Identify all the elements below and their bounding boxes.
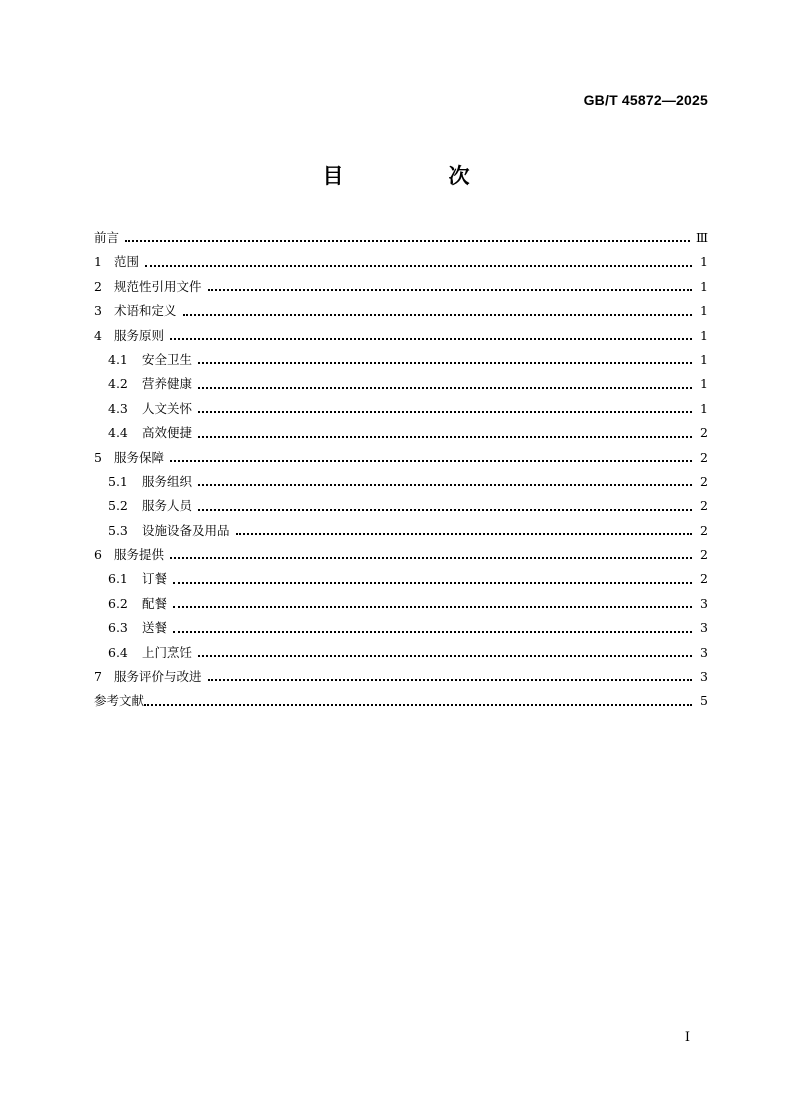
toc-entry-number: 5.2: [108, 498, 128, 514]
toc-entry[interactable]: [94, 299, 708, 323]
toc-leader-dots: [208, 289, 692, 291]
toc-leader-dots: [144, 704, 692, 706]
toc-entry-label: 上门烹饪: [142, 644, 193, 660]
toc-entry-label: 人文关怀: [142, 400, 193, 416]
toc-leader-dots: [236, 533, 692, 535]
toc-entry-label: 服务人员: [142, 498, 193, 514]
page-number: I: [684, 1030, 690, 1045]
toc-entry[interactable]: [94, 470, 708, 494]
toc-entry-label: 订餐: [142, 571, 168, 587]
toc-entry[interactable]: [94, 543, 708, 567]
toc-entry-page: 2: [700, 449, 708, 465]
toc-entry-number: 5.1: [108, 473, 128, 489]
toc-entry-label: 设施设备及用品: [142, 522, 230, 538]
toc-entry-label: 服务原则: [114, 327, 165, 343]
toc-leader-dots: [170, 557, 692, 559]
toc-entry[interactable]: [94, 397, 708, 421]
toc-entry-label: 前言: [94, 229, 120, 245]
toc-entry-page: 3: [700, 620, 708, 636]
toc-entry-page: 2: [700, 571, 708, 587]
toc-entry-number: 6.4: [108, 644, 128, 660]
toc-entry-label: 服务组织: [142, 473, 193, 489]
toc-entry[interactable]: [94, 519, 708, 543]
toc-entry-label: 术语和定义: [114, 303, 177, 319]
toc-entry-page: 1: [700, 400, 708, 416]
toc-entry-page: Ⅲ: [695, 229, 708, 245]
toc-leader-dots: [170, 338, 692, 340]
toc-entry-number: 5: [94, 449, 102, 465]
toc-entry-number: 3: [94, 303, 102, 319]
toc-entry-page: 2: [700, 522, 708, 538]
toc-leader-dots: [170, 460, 692, 462]
toc-entry-label: 配餐: [142, 595, 168, 611]
toc-entry[interactable]: [94, 616, 708, 640]
toc-entry-label: 安全卫生: [142, 351, 193, 367]
toc-leader-dots: [208, 679, 692, 681]
toc-entry-label: 服务评价与改进: [114, 669, 202, 685]
toc-entry-number: 6: [94, 547, 102, 563]
toc-entry-page: 1: [700, 254, 708, 270]
toc-entry[interactable]: [94, 421, 708, 445]
toc-entry-number: 7: [94, 669, 102, 685]
toc-entry-label: 参考文献: [94, 693, 145, 709]
toc-leader-dots: [198, 362, 692, 364]
toc-entry-label: 高效便捷: [142, 425, 193, 441]
toc-leader-dots: [173, 631, 692, 633]
toc-leader-dots: [183, 314, 692, 316]
toc-entry[interactable]: [94, 567, 708, 591]
toc-entry-page: 1: [700, 303, 708, 319]
toc-leader-dots: [173, 582, 692, 584]
toc-entry-label: 送餐: [142, 620, 168, 636]
toc-entry-page: 1: [700, 327, 708, 343]
toc-entry-number: 4.4: [108, 425, 128, 441]
toc-entry-page: 2: [700, 425, 708, 441]
toc-entry[interactable]: [94, 592, 708, 616]
toc-entry-number: 1: [94, 254, 102, 270]
toc-entry[interactable]: [94, 372, 708, 396]
toc-entry-page: 3: [700, 595, 708, 611]
toc-entry-page: 3: [700, 644, 708, 660]
toc-entry-number: 6.3: [108, 620, 128, 636]
toc-entry-label: 服务提供: [114, 547, 165, 563]
toc-entry-page: 2: [700, 498, 708, 514]
toc-leader-dots: [198, 484, 692, 486]
toc-leader-dots: [198, 411, 692, 413]
toc-leader-dots: [198, 387, 692, 389]
toc-leader-dots: [125, 240, 690, 242]
toc-entry-page: 2: [700, 547, 708, 563]
toc-entry-label: 范围: [114, 254, 140, 270]
toc-entry-number: 6.1: [108, 571, 128, 587]
toc-entry-number: 6.2: [108, 595, 128, 611]
toc-entry-page: 3: [700, 669, 708, 685]
page-title: 目 次: [322, 164, 512, 188]
toc-entry-number: 4.3: [108, 400, 128, 416]
toc-entry[interactable]: [94, 348, 708, 372]
toc-entry-number: 2: [94, 278, 102, 294]
toc-entry[interactable]: [94, 689, 708, 713]
standard-code: GB/T 45872—2025: [583, 92, 708, 108]
toc-entry[interactable]: [94, 665, 708, 689]
toc-leader-dots: [173, 606, 692, 608]
table-of-contents: [94, 226, 708, 714]
toc-entry-number: 5.3: [108, 522, 128, 538]
toc-entry[interactable]: [94, 324, 708, 348]
toc-entry[interactable]: [94, 641, 708, 665]
toc-entry[interactable]: [94, 446, 708, 470]
toc-entry[interactable]: [94, 494, 708, 518]
toc-entry[interactable]: [94, 275, 708, 299]
toc-entry-page: 1: [700, 376, 708, 392]
toc-entry-page: 5: [700, 693, 708, 709]
toc-leader-dots: [198, 436, 692, 438]
toc-entry-page: 1: [700, 278, 708, 294]
toc-leader-dots: [145, 265, 692, 267]
toc-leader-dots: [198, 655, 692, 657]
toc-entry-page: 1: [700, 351, 708, 367]
toc-entry-label: 服务保障: [114, 449, 165, 465]
toc-entry-number: 4.2: [108, 376, 128, 392]
toc-entry[interactable]: [94, 226, 708, 250]
toc-entry-page: 2: [700, 473, 708, 489]
toc-entry-label: 营养健康: [142, 376, 193, 392]
toc-entry-number: 4.1: [108, 351, 128, 367]
toc-leader-dots: [198, 509, 692, 511]
toc-entry-number: 4: [94, 327, 102, 343]
toc-entry-label: 规范性引用文件: [114, 278, 202, 294]
toc-entry[interactable]: [94, 250, 708, 274]
